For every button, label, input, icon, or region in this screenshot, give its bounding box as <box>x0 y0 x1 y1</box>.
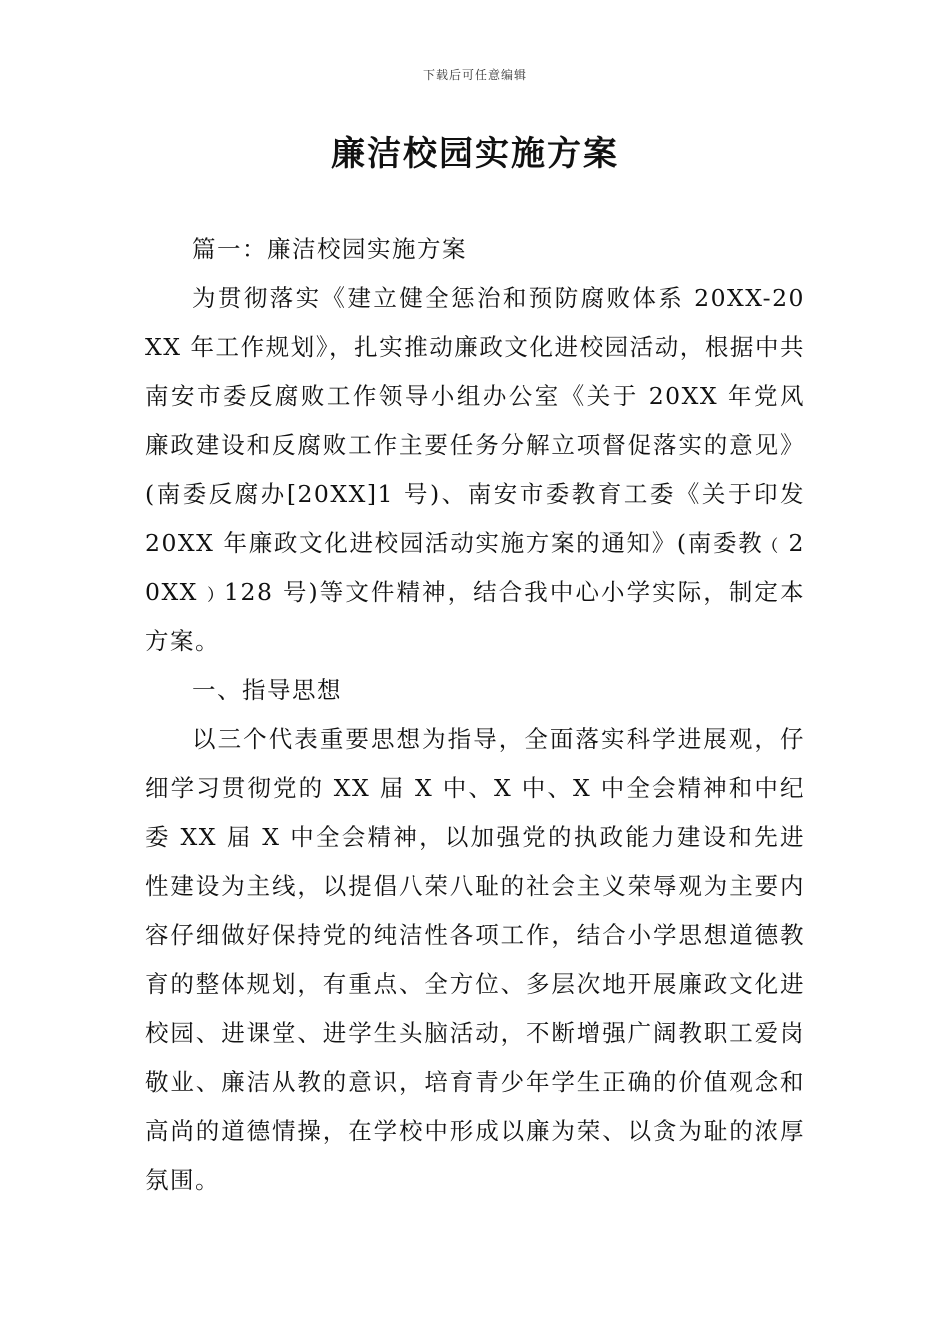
intro-paragraph: 为贯彻落实《建立健全惩治和预防腐败体系 20XX-20XX 年工作规划》，扎实推动廉政文化进校园活动，根据中共南安市委反腐败工作领导小组办公室《关于 20XX 年党风廉政建设和反腐败工作主要任务分解立项督促落实的意见》(南委反腐办[20XX]1 号)、南安市委教育工委《关于印发 20XX 年廉政文化进校园活动实施方案的通知》(南委教﹙20XX﹚128 号)等文件精神，结合我中心小学实际，制定本方案。 <box>145 284 805 655</box>
section-heading-guiding-thought: 一、指导思想 <box>192 676 342 704</box>
header-note: 下载后可任意编辑 <box>422 68 527 82</box>
guiding-thought-paragraph: 以三个代表重要思想为指导，全面落实科学进展观，仔细学习贯彻党的 XX 届 X 中、X 中、X 中全会精神和中纪委 XX 届 X 中全会精神，以加强党的执政能力建设和先进性建设为主线，以提倡八荣八耻的社会主义荣辱观为主要内容仔细做好保持党的纯洁性各项工作，结合小学思想道德教育的整体规划，有重点、全方位、多层次地开展廉政文化进校园、进课堂、进学生头脑活动，不断增强广阔教职工爱岗敬业、廉洁从教的意识，培育青少年学生正确的价值观念和高尚的道德情操，在学校中形成以廉为荣、以贪为耻的浓厚氛围。 <box>145 725 805 1194</box>
section-heading-part-one: 篇一：廉洁校园实施方案 <box>192 235 467 263</box>
document-title: 廉洁校园实施方案 <box>331 134 619 174</box>
document-body <box>145 225 805 1205</box>
